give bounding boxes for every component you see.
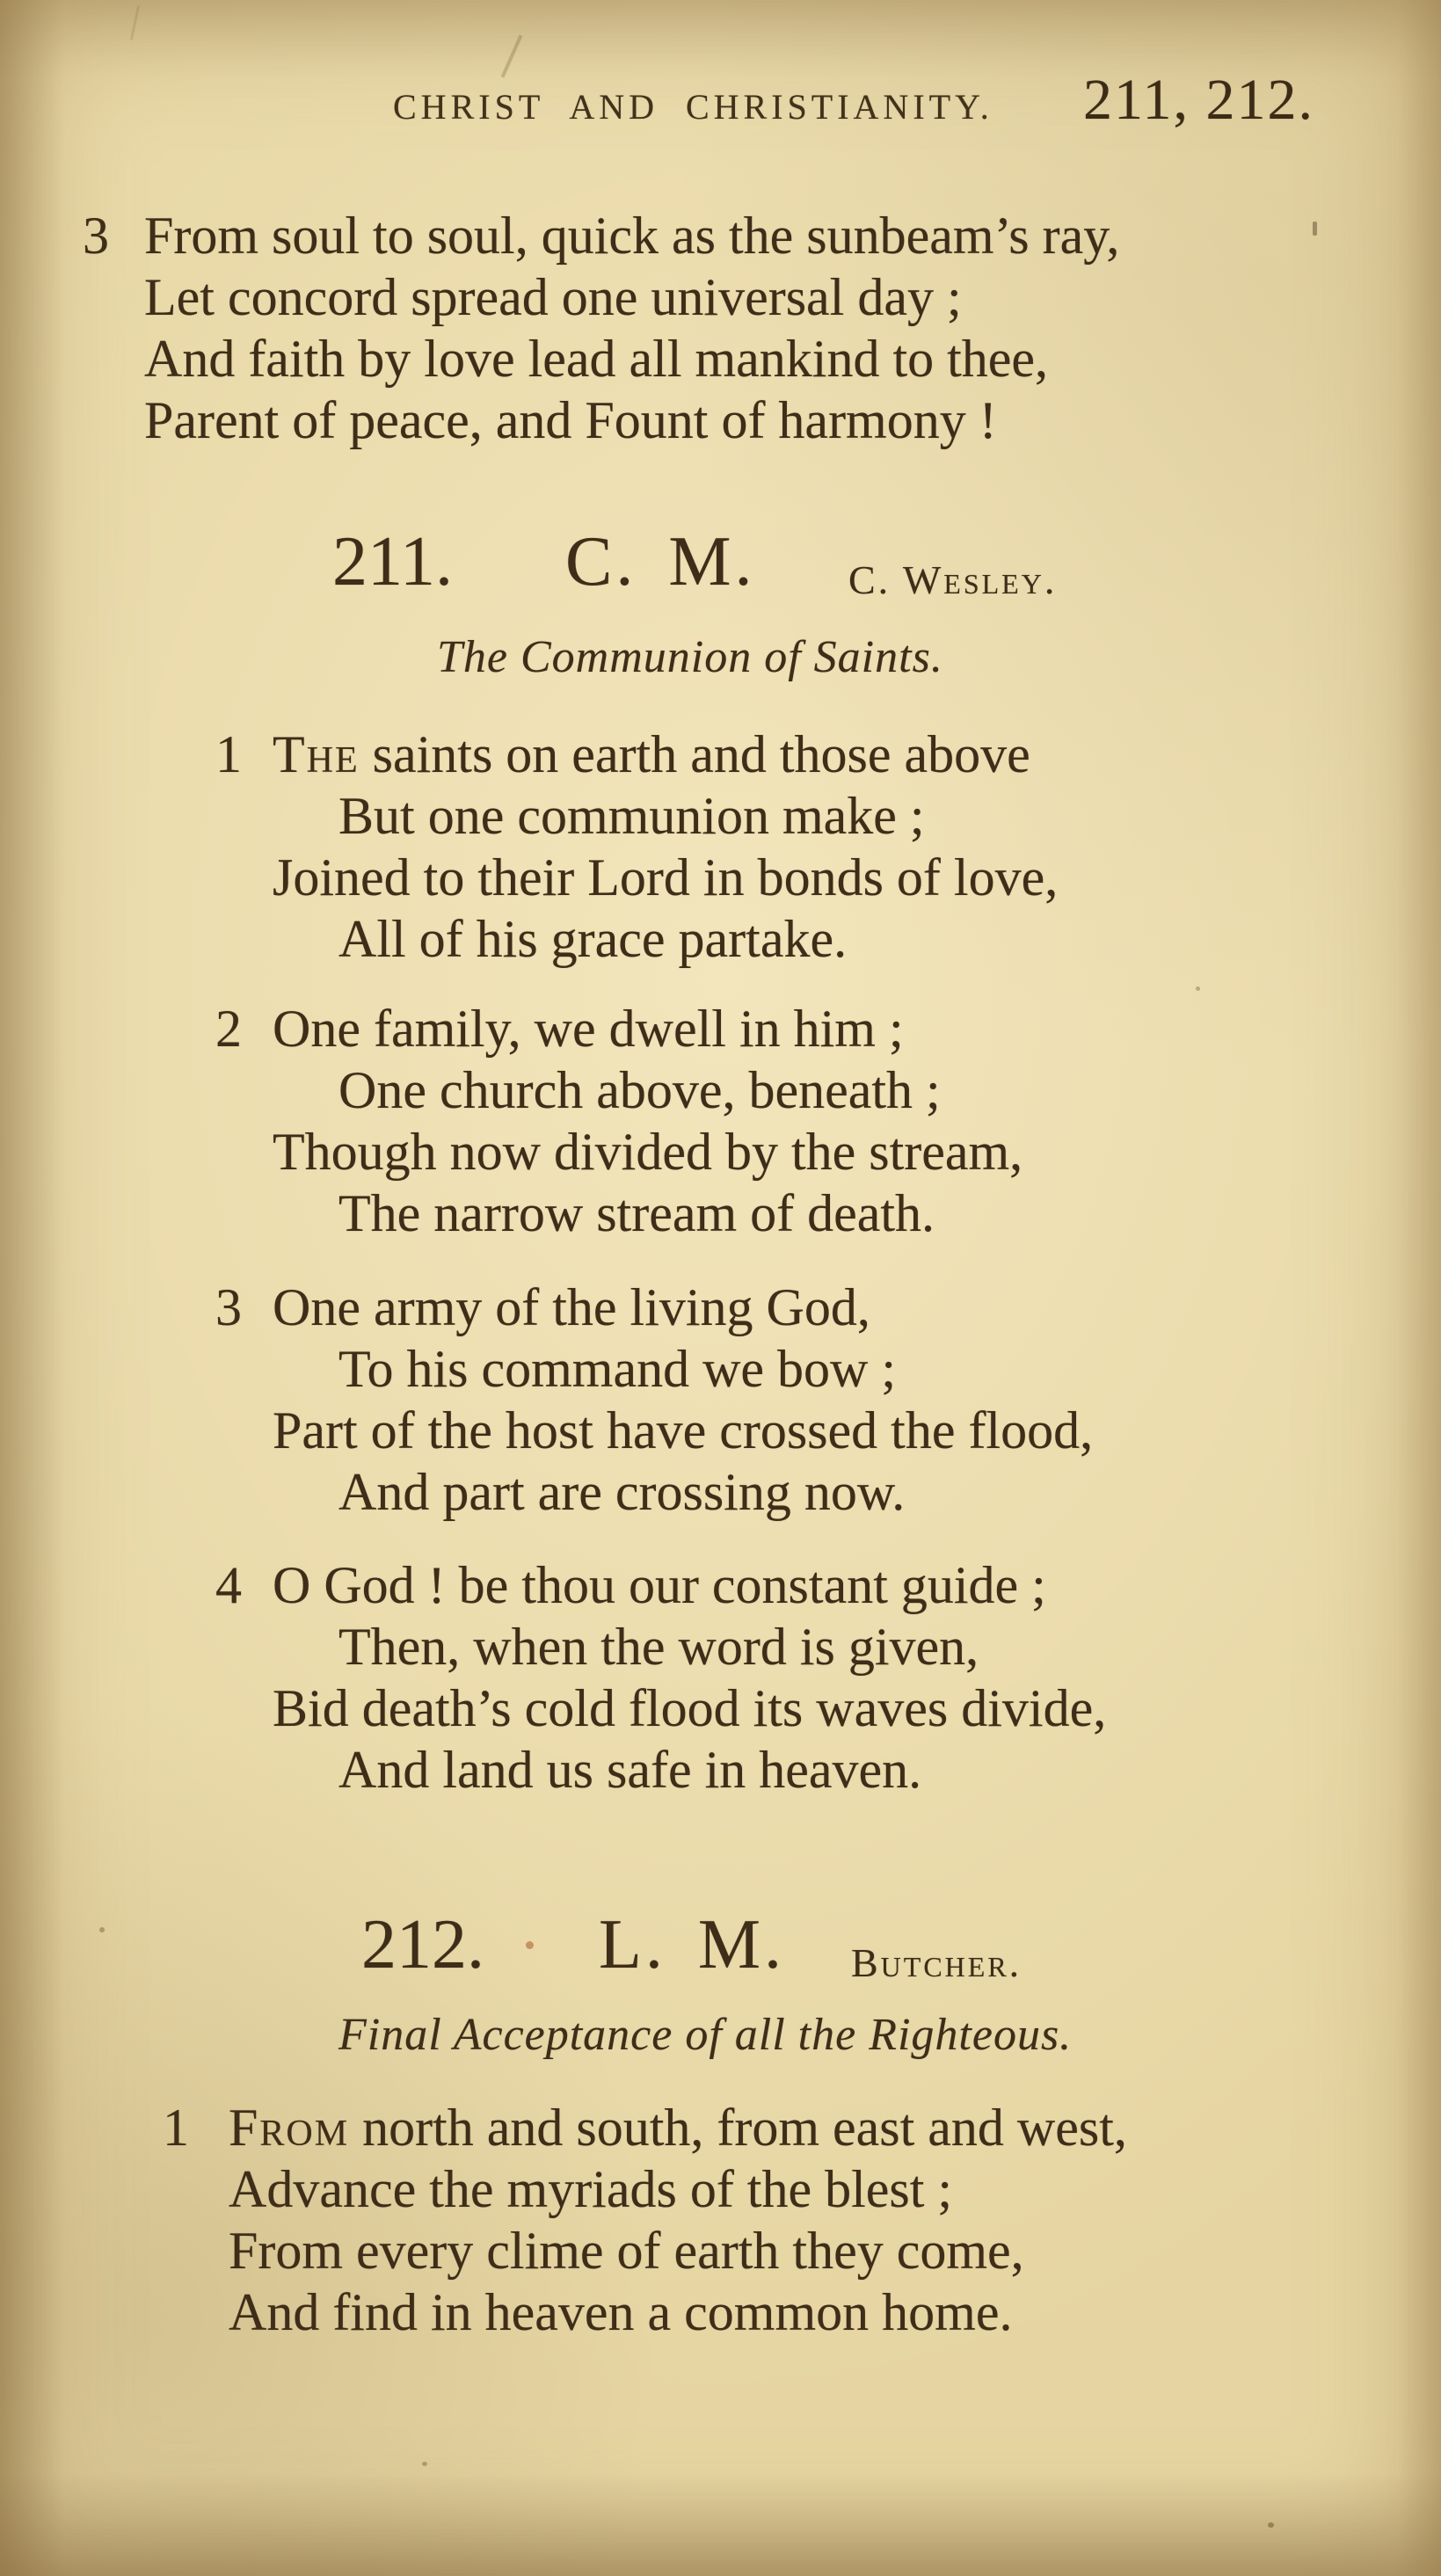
hymn-number: 211. <box>332 523 454 600</box>
verse-line-rest: north and south, from east and west, <box>349 2099 1127 2157</box>
stanza-number: 3 <box>83 207 109 265</box>
verse-line: One army of the living God, <box>273 1278 870 1336</box>
verse-line <box>273 724 1058 785</box>
paper-speck <box>99 1927 105 1932</box>
verse-line: And land us safe in heaven. <box>338 1741 922 1799</box>
paper-speck <box>1313 222 1317 236</box>
stanza-number: 4 <box>215 1556 242 1614</box>
hymn-meter: C. M. <box>565 523 756 600</box>
verse-line: Advance the myriads of the blest ; <box>229 2160 953 2218</box>
verse-line: One family, we dwell in him ; <box>273 1000 904 1058</box>
verse-line: From soul to soul, quick as the sunbeam’s ray, <box>144 207 1120 265</box>
verse-line: Though now divided by the stream, <box>273 1123 1023 1181</box>
verse-line: Let concord spread one universal day ; <box>144 268 962 326</box>
hymn-author: C. Wesley. <box>848 557 1058 602</box>
verse-line: All of his grace partake. <box>338 910 848 968</box>
small-caps-lead: The <box>273 725 360 783</box>
stanza-number: 1 <box>163 2099 189 2157</box>
verse-line: Then, when the word is given, <box>338 1618 979 1676</box>
verse-line-rest: saints on earth and those above <box>359 725 1030 783</box>
verse-line: Bid death’s cold flood its waves divide, <box>273 1679 1107 1737</box>
stanza-number: 3 <box>215 1278 242 1336</box>
verse-line: To his command we bow ; <box>338 1340 897 1398</box>
verse-line: From every clime of earth they come, <box>229 2222 1024 2280</box>
hymn-211-stanza-1 <box>215 724 1058 970</box>
verse-line: And faith by love lead all mankind to thee, <box>144 330 1049 388</box>
hymn-number: 212. <box>361 1906 484 1983</box>
hymn-212-stanza-1 <box>163 2097 1127 2343</box>
paper-speck <box>1196 986 1200 991</box>
stanza-number: 1 <box>215 725 242 783</box>
verse-line: But one communion make ; <box>338 787 925 845</box>
verse-line: O God ! be thou our constant guide ; <box>273 1556 1046 1614</box>
paper-speck <box>1268 2522 1274 2528</box>
verse-line: And part are crossing now. <box>338 1463 906 1521</box>
stanza-number: 2 <box>215 1000 242 1058</box>
verse-line: Joined to their Lord in bonds of love, <box>273 848 1059 906</box>
verse-line: Part of the host have crossed the flood, <box>273 1401 1094 1459</box>
hymn-meter: L. M. <box>599 1906 785 1983</box>
hymn-211-stanza-4 <box>215 1554 1106 1801</box>
paper-crease <box>130 5 140 40</box>
verse-line: And find in heaven a common home. <box>229 2283 1013 2341</box>
hymn-subtitle: The Communion of Saints. <box>437 632 943 682</box>
verse-line: Parent of peace, and Fount of harmony ! <box>144 391 997 449</box>
verse-line <box>229 2097 1127 2158</box>
hymn-subtitle: Final Acceptance of all the Righteous. <box>338 2010 1073 2060</box>
verse-line: One church above, beneath ; <box>338 1061 941 1119</box>
hymn-211-stanza-2 <box>215 998 1023 1244</box>
page-numbers: 211, 212. <box>1082 68 1314 132</box>
paper-speck <box>526 1941 534 1949</box>
small-caps-lead: From <box>229 2099 350 2157</box>
hymn-211-stanza-3 <box>215 1277 1093 1523</box>
running-head <box>393 67 1314 134</box>
paper-speck <box>422 2462 427 2466</box>
verse-line: The narrow stream of death. <box>338 1184 935 1242</box>
hymn-author: Butcher. <box>851 1940 1023 1985</box>
stanza-continued <box>83 205 1119 451</box>
section-title: CHRIST AND CHRISTIANITY. <box>393 87 993 127</box>
